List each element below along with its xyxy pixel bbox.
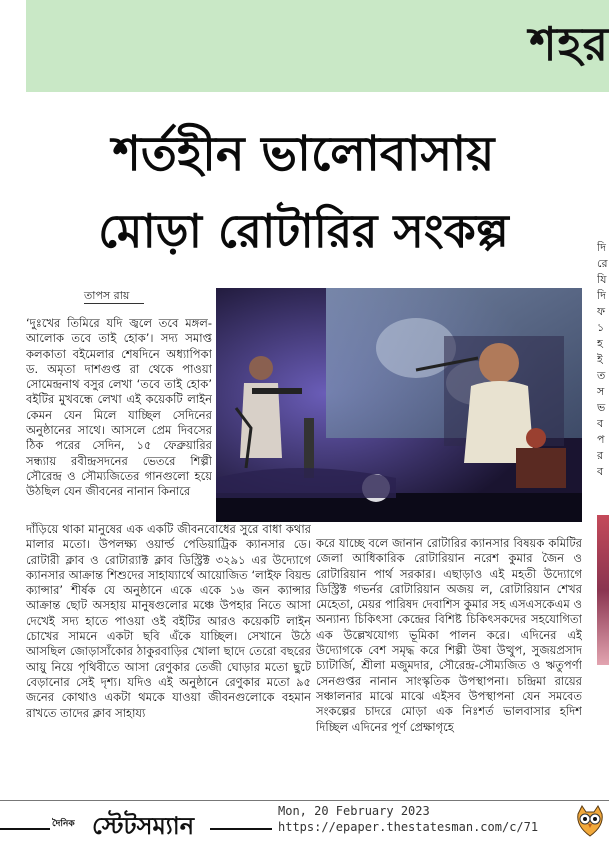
adjacent-article-image [597,515,609,665]
concert-photo-drawing [216,288,582,522]
masthead-rule-right [210,828,272,830]
footer-divider [0,800,609,801]
section-title: শহর [529,17,609,71]
masthead-title: স্টেটসম্যান [92,811,195,840]
owl-mascot-icon [574,804,606,838]
headline-line-2: মোড়া রোটারির সংকল্প [98,204,509,258]
masthead-prefix: দৈনিক [52,819,75,829]
concert-photo [216,288,582,522]
article-column-left-bottom [26,522,311,772]
adjacent-article-fragment: দি রে যি দি ফ ১ হ ই ত স ভ ব প র ব [597,241,608,478]
masthead-rule-left [0,828,50,830]
edition-url[interactable]: https://epaper.thestatesman.com/c/71 [278,820,539,834]
newspaper-masthead [0,806,272,838]
article-paragraph: ‘দুঃখের তিমিরে যদি জ্বলে তবে মঙ্গল-আলোক তবে তাই হোক’। সদ্য সমাপ্ত কলকাতা বইমেলার শেষদিনে অধ্যাপিকা ড. অমৃতা দাশগুপ্ত রা থেকে পাওয়া সোমেন্দ্রনাথ বসুর লেখা ‘তবে তাই হোক’ বইটির মুখবন্ধে লেখা এই কয়েকটি লাইন কেমন যেন মিলে যাচ্ছিল সেদিনের অনুষ্ঠানের সাথে। আসলে প্রেম দিবসের ঠিক পরের সেদিন, ১৫ ফেব্রুয়ারির সন্ধ্যায় রবীন্দ্রসদনের ভেতরে শিল্পী সৌরেন্দ্র ও সৌম্যজিতের গানগুলো হয়ে উঠছিল যেন জীবনের নানান কিনারে [26,316,212,499]
owl-icon-drawing [574,804,606,838]
article-paragraph: দাঁড়িয়ে থাকা মানুষের এক একটি জীবনবোধের সুরে বাধা কথার মালার মতো। উপলক্ষ্য ওয়ার্ল্ড পেডিয়াট্রিক ক্যানসার ডে। রোটারী ক্লাব ও রোটার‍্যাক্ট ক্লাব ডিস্ট্রিক্ট ৩২৯১ এর উদ্যোগে ক্যানসার আক্রান্ত শিশুদের সাহায্যার্থে আয়োজিত ‘লাইফ বিয়ন্ড ক্যান্সার’ শীর্ষক যে অনুষ্ঠানে একে একে ১৬ জন ক্যান্সার আক্রান্ত ছোট অসহায় মানুষগুলোর মঞ্চে উপহার নিতে আসা দেখেই সদ্য হাতে পাওয়া ওই বইটির আরও কয়েকটি লাইন চোখের সামনে একটা ছবি এঁকে যাচ্ছিল। সেখানে উঠে আসছিল জোড়াসাঁকোর ঠাকুরবাড়ির খোলা ছাদে তেরো বছরের আয়ু নিয়ে পৃথিবীতে আসা রেণুকার তেজী ঘোড়ার মতো ছুটে বেড়ানোর সেই দৃশ্য। যদিও এই অনুষ্ঠানে রেণুকার মতো ৯৫ জনের কোথাও একটা থমকে যাওয়া জীবনগুলোকে বহমান রাখতে তাদের ক্লাব সাহায্য [26,522,311,720]
edition-date: Mon, 20 February 2023 [278,804,430,818]
article-paragraph: করে যাচ্ছে বলে জানান রোটারির ক্যানসার বিষয়ক কমিটির জেলা আধিকারিক রোটারিয়ান নরেশ কুমার জৈন ও রোটারিয়ান পার্থ সরকার। এছাড়াও এই মহতী উদ্যোগে ডিস্ট্রিক্ট গভর্নর রোটারিয়ান অজয় ল, রোটারিয়ান শেখর মেহেতা, মেয়র পারিষদ দেবাশিস কুমার সহ এসএসকেএম ও অন্যান্য চিকিৎসা কেন্দ্রের বিশিষ্ট চিকিৎসকদের সহযোগিতা এক উল্লেখযোগ্য ভূমিকা পালন করে। এদিনের এই উদ্যোগকে বেশ সমৃদ্ধ করে শিল্পী উষা উত্থুপ, সুজয়প্রসাদ চ্যাটার্জি, শ্রীলা মজুমদার, সৌরেন্দ্র-সৌম্যজিত ও ঋতুপর্ণা সেনগুপ্তর নানান সাংস্কৃতিক উপস্থাপনা। চন্দ্রিমা রায়ের সঞ্চালনার মাঝে মাঝে এইসব উপস্থাপনা যেন সমবেত সংকল্পের চাদরে মোড়া এক নিঃশর্ত ভালবাসার হদিশ দিচ্ছিল এদিনের পূর্ণ প্রেক্ষাগৃহে [316,536,582,734]
byline-underline [84,303,144,304]
section-header-band [26,0,609,92]
headline-line-1: শর্তহীন ভালোবাসায় [112,126,495,182]
article-column-left-top [26,316,212,522]
article-column-right [316,536,582,772]
byline: তাপস রায় [84,289,130,302]
